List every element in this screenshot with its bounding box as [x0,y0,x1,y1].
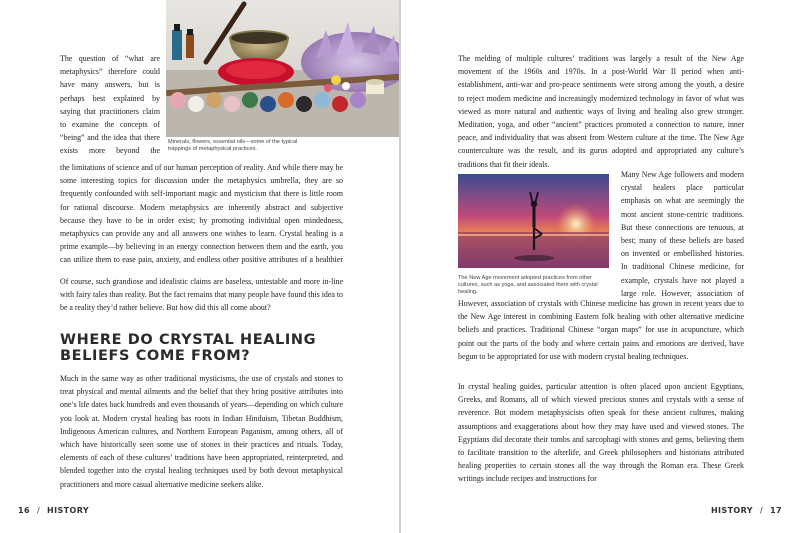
right-page [401,0,800,533]
intro-paragraph: The question of “what are metaphysics” therefore could have many answers, but is perhaps best explained by saying that practitioners claim to examine the concepts of “being” and the idea that there exists more beyond the [60,54,160,156]
left-page-footer [18,506,89,515]
paragraph-ancient-traditions: Many New Age followers and modern crystal healers place particular emphasis on what are seemingly the most ancient stone-centric traditions. But these connections are tenuous, at best; many of these beliefs are based on invented or embellished histories. In traditional Chinese medicine, for example, crystals have not played a large role. However, association of [621,170,744,298]
paragraph-ancient-traditions-column [621,168,744,300]
page-number-right: 17 [770,506,782,515]
section-heading-line1: WHERE DO CRYSTAL HEALING [60,332,317,348]
paragraph-ancient-egyptians: In crystal healing guides, particular attention is often placed upon ancient Egyptians, Greeks, and Romans, all of which viewed precious stones and crystals with a sense of reverence. But modern metaphysicists often speak for these ancient cultures, making assumptions and exaggerations about how they may have used and viewed stones. The Egyptians did decorate their tombs and sarcophagi with stones and gems, believing them to facilitate transition to the afterlife, and Greek philosophers and historians attributed healing properties to certain stones all the way through the Roman era. These Greek writings include recipes and instructions for [458,382,744,484]
yoga-photo [458,174,609,296]
paragraph-crystal-history: Much in the same way as other traditional mysticisms, the use of crystals and stones to treat physical and mental ailments and the belief that they bring positive attributes into one’s life dates back hundreds and even thousands of years—depending on which culture you look at. Modern crystal healing has roots in Indian Hinduism, Tibetan Buddhism, Indigenous American cultures, and Northern European Paganism, among others, all of which have historically seen some use of stones in their practices and rituals. Today, elements of each of these cultures’ traditions have been appropriated, reinterpreted, and blended together into the crystal healing techniques used by both devout metaphysical practitioners and more casual alternative medicine seekers alike. [60,374,343,489]
section-heading [60,332,343,364]
section-name-left: HISTORY [47,506,90,515]
left-page [0,0,399,533]
page-number-left: 16 [18,506,30,515]
crystals-photo-caption: Minerals, flowers, essential oils—some of the typical trappings of metaphysical practices. [168,139,298,152]
yoga-photo-image [458,174,609,268]
crystals-photo-image [166,0,399,137]
crystals-photo [166,0,399,152]
yoga-photo-caption: The New Age movement adopted practices from other cultures, such as yoga, and associated them with crystal healing. [458,275,598,295]
right-page-footer [711,506,782,515]
paragraph-baseless-claims: Of course, such grandiose and idealistic claims are baseless, untestable and more in-line with fairy tales than reality. But the fact remains that many people have found this idea to be a reality they’d rather believe. But how did this all come about? [60,277,343,313]
section-name-right: HISTORY [710,506,753,515]
paragraph-new-age-movement: The melding of multiple cultures’ traditions was largely a result of the New Age movement of the 1960s and 1970s. In a post-World War II period when anti-establishment, anti-war and pro-peace sentiments were strong among the youth, a desire to reject modern medicine and increasingly modernized technology in favor of what was viewed as more natural and authentic ways of living and healing also grew stronger. Meditation, yoga, and other “ancient” practices promoted a connection to nature, inner peace, and individuality that was absent from Western culture at the time. The New Age counterculture was the result, and its gurus adopted and appropriated any culture’s traditions that fit their ideals. [458,54,744,169]
footer-separator-left: / [36,506,41,515]
paragraph-chinese-medicine-continued: However, association of crystals with Chinese medicine has grown in recent years due to the New Age interest in combining Eastern folk healing with other alternative medicine beliefs and practices. Traditional Chinese “organ maps” for use in acupuncture, which point out the parts of the body and where certain pains and emotions are derived, have begun to be appropriated for use with modern crystal healing techniques. [458,299,744,361]
footer-separator-right: / [759,506,764,515]
section-heading-line2: BELIEFS COME FROM? [60,348,251,364]
intro-paragraph-column [60,52,160,156]
intro-paragraph-continued: the limitations of science and of our human perception of reality. And while there may be some interesting topics for discussion under the metaphysics umbrella, they are so frequently confounded with self-important magic and mysticism that there is little room for rational discourse. Modern metaphysics are inherently abstract and subjective because they have to be in order exist; by promoting individual open mindedness, metaphysics can provide any and all answers one wishes to learn. Crystal healing is a prime example—by believing in an energy connection between them and the earth, you can utilize them to ease pain, anxiety, and endless other positive attributes of a healthier [60,163,343,265]
